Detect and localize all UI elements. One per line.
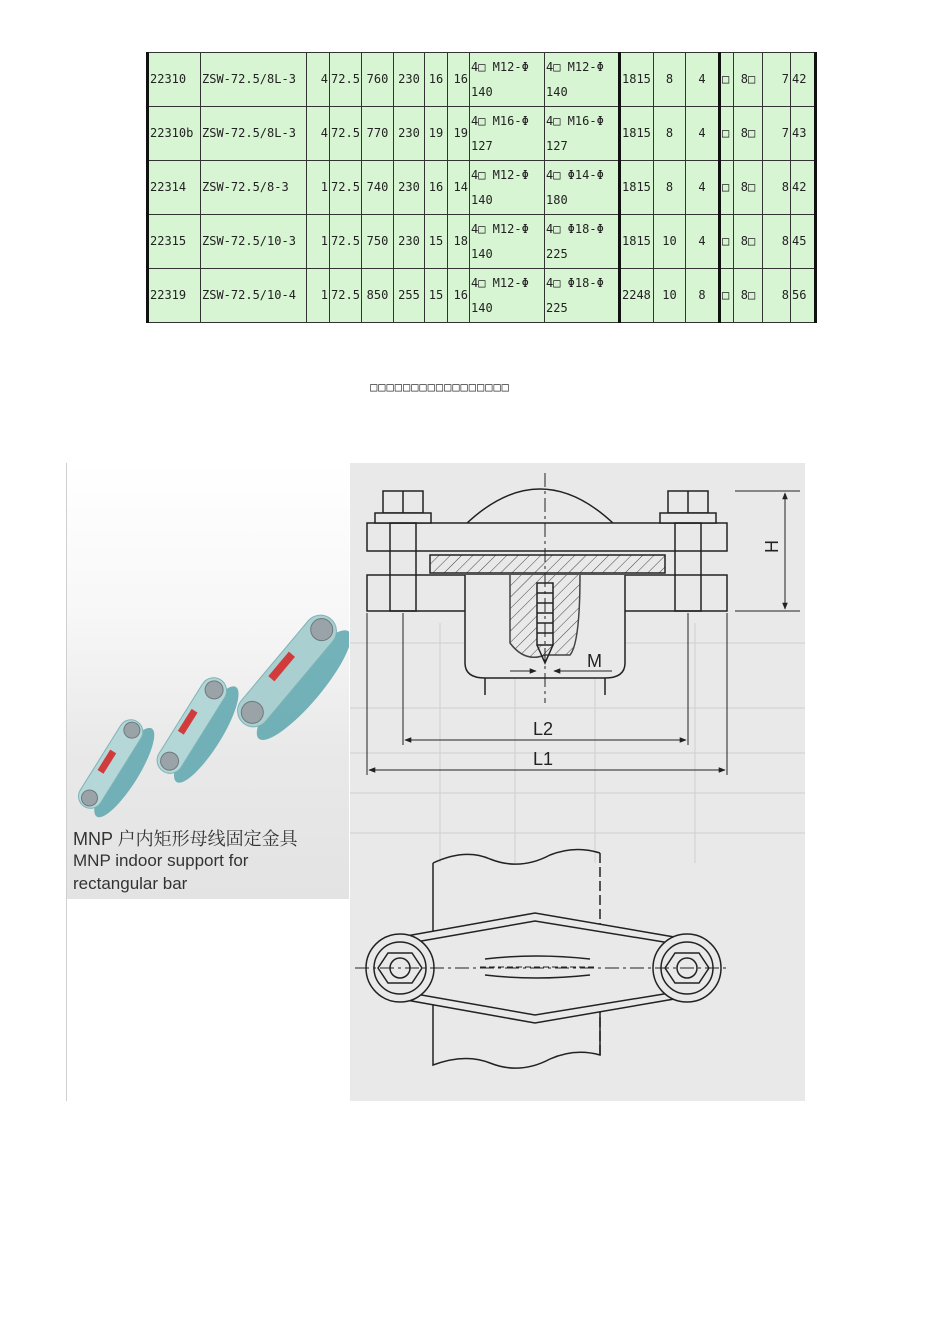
caption-text: □□□□□□□□□□□□□□□□□ (370, 380, 510, 394)
table-cell: 8 (686, 269, 720, 323)
table-cell: 56 (791, 269, 816, 323)
table-cell: 230 (394, 53, 425, 107)
table-cell: 4 (307, 53, 330, 107)
table-cell: 4□ M12-Φ 140 (470, 161, 545, 215)
table-cell: 740 (362, 161, 394, 215)
product-title-en-line1: MNP indoor support for (73, 851, 249, 870)
table-cell: 4□ Φ14-Φ 180 (545, 161, 620, 215)
table-cell: 770 (362, 107, 394, 161)
table-cell: 1815 (620, 53, 654, 107)
table-cell: 22310 (148, 53, 201, 107)
table-cell: 8 (763, 215, 791, 269)
table-cell: 750 (362, 215, 394, 269)
table-cell: 15 (425, 269, 448, 323)
table-cell: 230 (394, 107, 425, 161)
product-photo-panel (67, 463, 349, 899)
table-cell: 42 (791, 53, 816, 107)
top-view (355, 849, 730, 1068)
table-cell: 1 (307, 215, 330, 269)
table-cell: 1815 (620, 215, 654, 269)
table-cell: 4□ Φ18-Φ 225 (545, 215, 620, 269)
table-cell: 4□ M12-Φ 140 (470, 269, 545, 323)
table-cell: 22315 (148, 215, 201, 269)
large-clamp-image (230, 607, 349, 750)
table-cell: 16 (425, 53, 448, 107)
table-cell: 4□ M12-Φ 140 (470, 215, 545, 269)
table-cell: 4□ M16-Φ 127 (545, 107, 620, 161)
product-title-cn: MNP 户内矩形母线固定金具 (73, 829, 298, 849)
table-cell: □ (720, 215, 734, 269)
table-cell: 72.5 (330, 107, 362, 161)
table-cell: 8 (654, 107, 686, 161)
table-cell: 15 (425, 215, 448, 269)
medium-clamp-image (151, 671, 249, 790)
technical-drawing (350, 463, 805, 1101)
dimension-label-l1: L1 (533, 749, 554, 769)
table-cell: 18 (448, 215, 470, 269)
table-cell: 19 (425, 107, 448, 161)
technical-drawing-panel (350, 463, 805, 1101)
table-cell: 14 (448, 161, 470, 215)
table-cell: 10 (654, 269, 686, 323)
table-cell: 42 (791, 161, 816, 215)
table-cell: 22310b (148, 107, 201, 161)
small-clamp-image (73, 714, 164, 824)
table-cell: 8□ (734, 107, 763, 161)
table-cell: 22319 (148, 269, 201, 323)
table-cell: □ (720, 269, 734, 323)
table-cell: 8 (654, 53, 686, 107)
product-figure (66, 463, 805, 1101)
table-cell: 72.5 (330, 53, 362, 107)
dimension-label-h: H (762, 540, 782, 553)
table-row (148, 161, 816, 215)
table-cell: ZSW-72.5/10-4 (201, 269, 307, 323)
table-cell: □ (720, 53, 734, 107)
table-cell: 850 (362, 269, 394, 323)
dimension-label-m: M (587, 651, 602, 671)
table-cell: 8□ (734, 215, 763, 269)
product-title-en-line2: rectangular bar (73, 874, 188, 893)
table-cell: 22314 (148, 161, 201, 215)
table-cell: 8 (763, 161, 791, 215)
table-cell: 16 (448, 53, 470, 107)
table-cell: 7 (763, 53, 791, 107)
table-cell: 4□ Φ18-Φ 225 (545, 269, 620, 323)
table-row (148, 215, 816, 269)
table-cell: 16 (425, 161, 448, 215)
table-cell: 1 (307, 161, 330, 215)
table-cell: 255 (394, 269, 425, 323)
table-cell: 4 (686, 53, 720, 107)
table-cell: □ (720, 161, 734, 215)
table-cell: 45 (791, 215, 816, 269)
table-cell: 19 (448, 107, 470, 161)
table-cell: 4□ M16-Φ 127 (470, 107, 545, 161)
table-cell: 72.5 (330, 161, 362, 215)
table-cell: 8 (763, 269, 791, 323)
table-cell: 4□ M12-Φ 140 (470, 53, 545, 107)
table-cell: 72.5 (330, 215, 362, 269)
table-cell: 4 (307, 107, 330, 161)
table-cell: ZSW-72.5/8L-3 (201, 107, 307, 161)
table-cell: 43 (791, 107, 816, 161)
table-cell: 72.5 (330, 269, 362, 323)
table-row (148, 53, 816, 107)
table-cell: 4□ M12-Φ 140 (545, 53, 620, 107)
table-cell: 7 (763, 107, 791, 161)
table-cell: ZSW-72.5/10-3 (201, 215, 307, 269)
table-cell: 230 (394, 161, 425, 215)
table-cell: 8□ (734, 53, 763, 107)
table-cell: 10 (654, 215, 686, 269)
table-cell: ZSW-72.5/8L-3 (201, 53, 307, 107)
table-cell: 16 (448, 269, 470, 323)
table-cell: ZSW-72.5/8-3 (201, 161, 307, 215)
table-cell: 8□ (734, 269, 763, 323)
table-cell: 8□ (734, 161, 763, 215)
table-row (148, 269, 816, 323)
table-cell: □ (720, 107, 734, 161)
table-row (148, 107, 816, 161)
spec-table (146, 52, 817, 323)
table-cell: 760 (362, 53, 394, 107)
table-cell: 2248 (620, 269, 654, 323)
table-cell: 1815 (620, 107, 654, 161)
table-cell: 1815 (620, 161, 654, 215)
table-cell: 1 (307, 269, 330, 323)
table-cell: 4 (686, 215, 720, 269)
table-cell: 230 (394, 215, 425, 269)
front-view (367, 473, 800, 775)
dimension-label-l2: L2 (533, 719, 554, 739)
table-cell: 4 (686, 107, 720, 161)
table-cell: 4 (686, 161, 720, 215)
figure-caption (0, 380, 950, 394)
table-cell: 8 (654, 161, 686, 215)
